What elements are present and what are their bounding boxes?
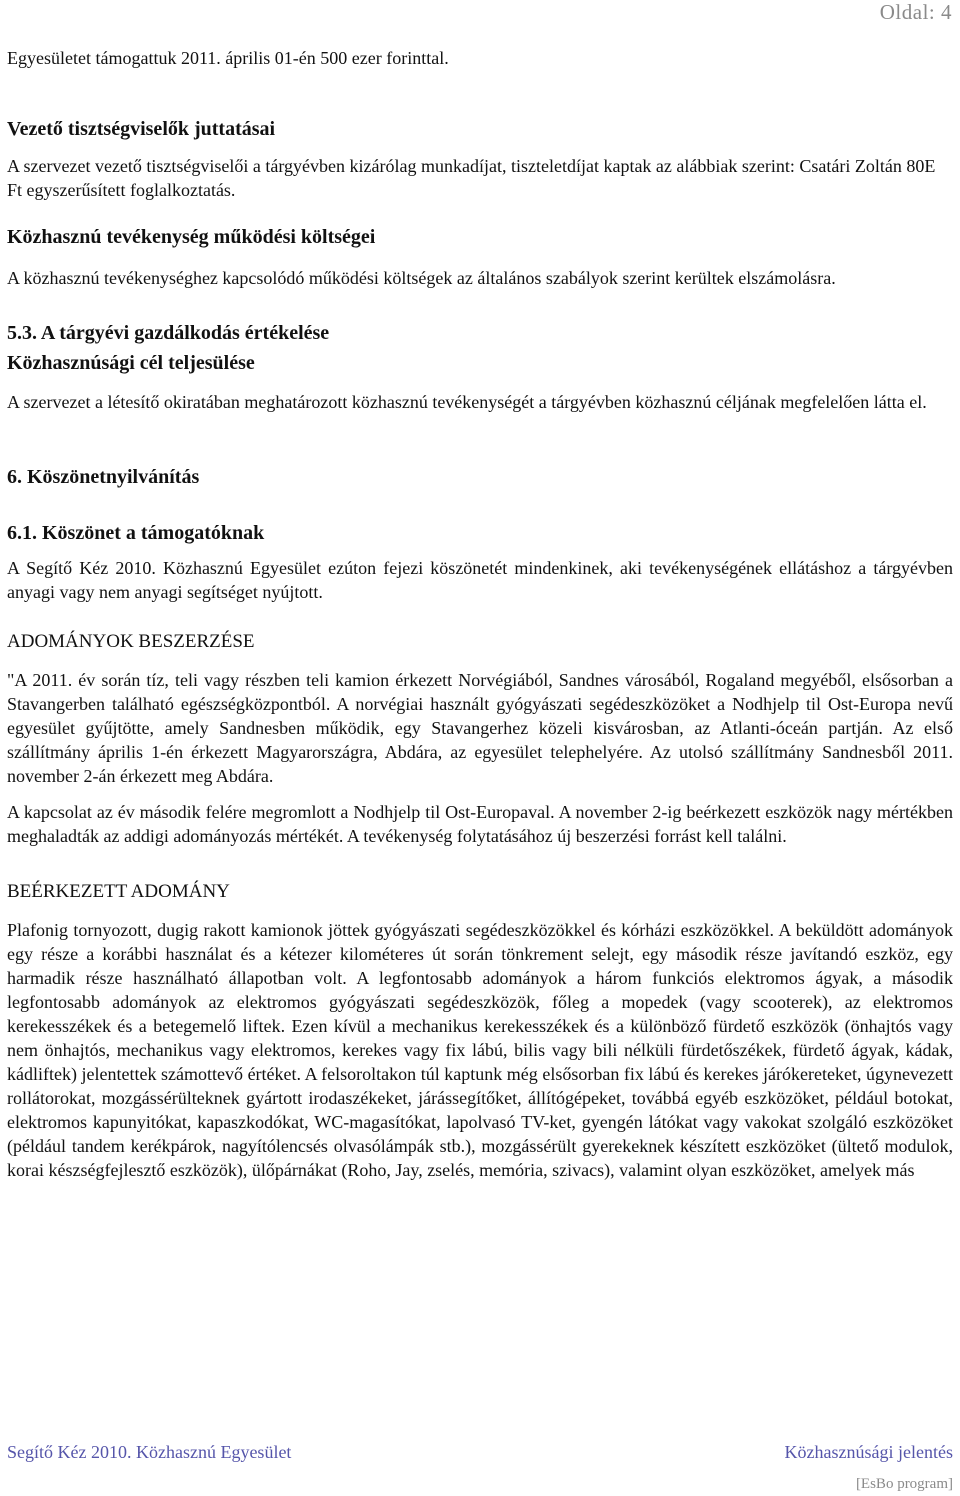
operating-costs-paragraph: A közhasznú tevékenységhez kapcsolódó működési költségek az általános szabályok szerint kerültek elszámolásra.	[7, 268, 836, 288]
leaders-paragraph: A szervezet vezető tisztségviselői a tárgyévben kizárólag munkadíjat, tiszteletdíjat kaptak az alábbiak szerint: Csatári Zoltán 80E Ft egyszerűsített foglalkoztatás.	[7, 156, 936, 200]
section-5-3-heading: 5.3. A tárgyévi gazdálkodás értékelése	[7, 322, 330, 344]
footer-report-title: Közhasznúsági jelentés	[784, 1442, 953, 1462]
section-5-3-subheading: Közhasznúsági cél teljesülése	[7, 352, 255, 374]
received-donation-heading: BEÉRKEZETT ADOMÁNY	[7, 881, 230, 902]
document-body	[7, 46, 953, 1182]
section-5-3-paragraph: A szervezet a létesítő okiratában meghatározott közhasznú tevékenységét a tárgyévben közhasznú céljának megfelelően látta el.	[7, 392, 927, 412]
intro-paragraph: Egyesületet támogattuk 2011. április 01-én 500 ezer forinttal.	[7, 48, 449, 68]
page-number: Oldal: 4	[879, 0, 952, 24]
donations-acquisition-heading: ADOMÁNYOK BESZERZÉSE	[7, 631, 255, 652]
operating-costs-heading: Közhasznú tevékenység működési költségei	[7, 226, 376, 248]
section-6-heading: 6. Köszönetnyilvánítás	[7, 466, 200, 488]
received-donation-paragraph: Plafonig tornyozott, dugig rakott kamionok jöttek gyógyászati segédeszközökkel és kórházi eszközökkel. A beküldött adományok egy része a korábbi használat és a kétezer kilométeres út során tönkrement selejt, egy második része javítandó eszköz, egy harmadik része használható állapotban volt. A legfontosabb adományok a három funkciós elektromos ágyak, a második legfontosabb adományok az elektromos gyógyászati segédeszközök, főleg a mopedek (vagy scooterek), az elektromos kerekesszékek és a betegemelő liftek. Ezen kívül a mechanikus kerekesszékek és a különböző fürdető eszközök (önhajtós vagy nem önhajtós, mechanikus vagy elektromos, kerekes vagy fix lábú, bilis vagy bili nélküli fürdetőszékek, fürdető ágyak, kádak, kádliftek) jelentettek számottevő értéket. A felsoroltakon túl kaptunk még elsősorban fix lábú és kerekes járókereteket, úgynevezett rollátorokat, mozgássérülteknek gyártott irodaszékeket, járássegítőket, állítógépeket, továbbá egyéb eszközöket, például botokat, elektromos kapunyitókat, kapaszkodókat, WC-magasítókat, lapolvasó TV-ket, gyengén látókat vagy vakokat szolgáló eszközöket (például tandem kerékpárok, nagyítólencsés olvasólámpák stb.), mozgássérült gyerekeknek készített eszközöket (ültető modulok, korai készségfejlesztő eszközök), ülőpárnákat (Roho, Jay, zselés, memória, szivacs), valamint olyan eszközöket, amelyek más	[7, 920, 953, 1180]
thanks-paragraph: A Segítő Kéz 2010. Közhasznú Egyesület ezúton fejezi köszönetét mindenkinek, aki tevékenységének ellátáshoz a tárgyévben anyagi vagy nem anyagi segítséget nyújtott.	[7, 558, 953, 602]
donations-paragraph-2: A kapcsolat az év második felére megromlott a Nodhjelp til Ost-Europaval. A november 2-ig beérkezett eszközök nagy mértékben meghaladták az addigi adományozás mértékét. A tevékenység folytatásához új beszerzési forrást kell találni.	[7, 802, 953, 846]
footer-organization: Segítő Kéz 2010. Közhasznú Egyesület	[7, 1442, 292, 1462]
footer-program-label: [EsBo program]	[855, 1476, 953, 1492]
leaders-heading: Vezető tisztségviselők juttatásai	[7, 118, 276, 140]
section-6-1-heading: 6.1. Köszönet a támogatóknak	[7, 522, 265, 544]
donations-paragraph-1: "A 2011. év során tíz, teli vagy részben teli kamion érkezett Norvégiából, Sandnes városából, Rogaland megyéből, elsősorban a Stavangerben található egészségközpontból. A norvégiai használt gyógyászati segédeszközöket a Nodhjelp til Ost-Europa nevű egyesület gyűjtötte, amely Sandnesben működik, egy Stavangerhez közeli kisvárosban, az Atlanti-óceán partján. Az első szállítmány április 1-én érkezett Magyarországra, Abdára, az egyesület telephelyére. Az utolsó szállítmány Sandnesből 2011. november 2-án érkezett meg Abdára.	[7, 670, 953, 786]
page-footer	[7, 1440, 953, 1464]
